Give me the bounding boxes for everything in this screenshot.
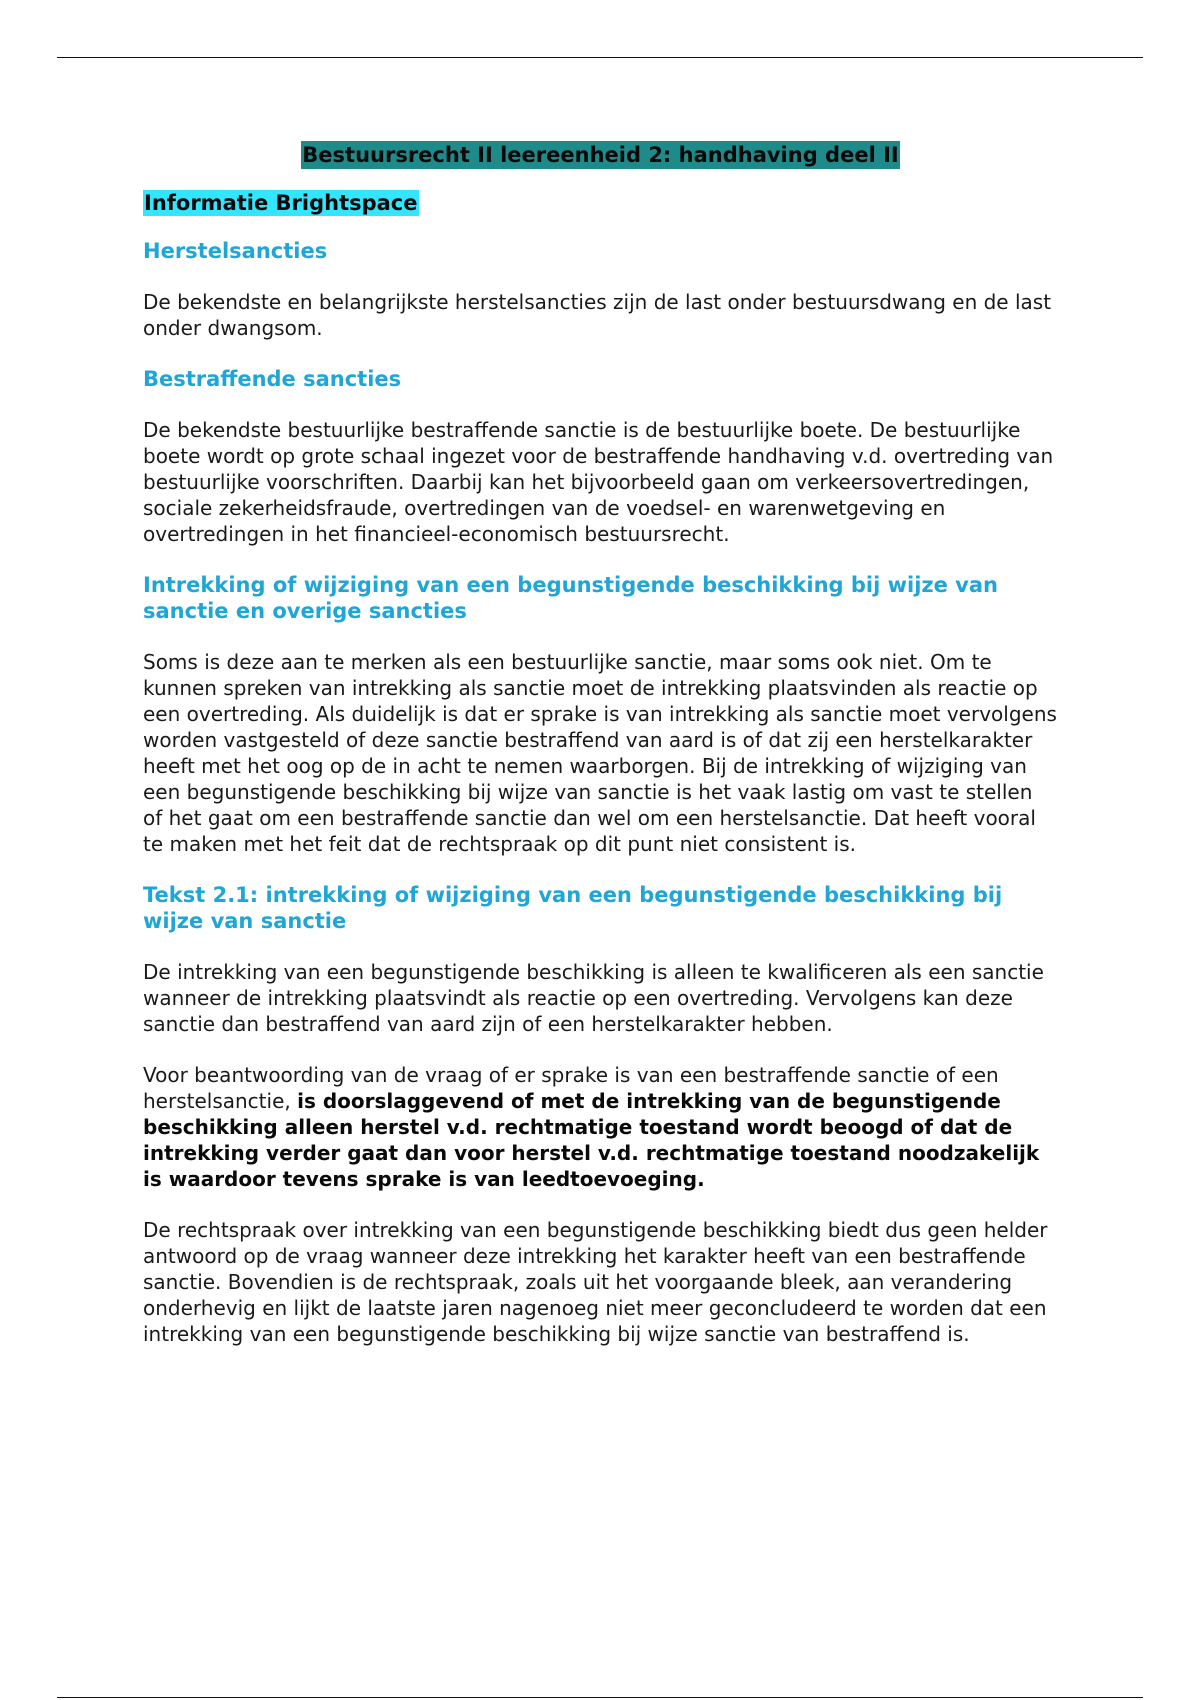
paragraph-intrekking-of-wijziging: Soms is deze aan te merken als een bestuurlijke sanctie, maar soms ook niet. Om te kunnen spreken van intrekking als sanctie moet de intrekking plaatsvinden als reactie op een overtreding. Als duidelijk is dat er sprake is van intrekking als sanctie moet vervolgens worden vastgesteld of deze sanctie bestraffend van aard is of dat zij een herstelkarakter heeft met het oog op de in acht te nemen waarborgen. Bij de intrekking of wijziging van een begunstigende beschikking bij wijze van sanctie is het vaak lastig om vast te stellen of het gaat om een bestraffende sanctie dan wel om een herstelsanctie. Dat heeft vooral te maken met het feit dat de rechtspraak op dit punt niet consistent is. <box>143 650 1057 856</box>
document-title <box>143 140 1058 171</box>
heading-bestraffende-sancties: Bestraffende sancties <box>143 367 402 391</box>
paragraph-tekst-2-1: De intrekking van een begunstigende beschikking is alleen te kwalificeren als een sanctie wanneer de intrekking plaatsvindt als reactie op een overtreding. Vervolgens kan deze sanctie dan bestraffend van aard zijn of een herstelkarakter hebben. <box>143 960 1044 1036</box>
document-page <box>143 140 1058 1372</box>
paragraph-herstelsancties: De bekendste en belangrijkste herstelsancties zijn de last onder bestuursdwang en de last onder dwangsom. <box>143 290 1052 340</box>
section-label-text: Informatie Brightspace <box>144 191 418 215</box>
section-label <box>143 188 1058 219</box>
footer-rule <box>57 1697 1143 1698</box>
paragraph-bestraffende-sancties: De bekendste bestuurlijke bestraffende sanctie is de bestuurlijke boete. De bestuurlijke boete wordt op grote schaal ingezet voor de bestraffende handhaving v.d. overtreding van bestuurlijke voorschriften. Daarbij kan het bijvoorbeeld gaan om verkeersovertredingen, sociale zekerheidsfraude, overtredingen van de voedsel- en warenwetgeving en overtredingen in het financieel-economisch bestuursrecht. <box>143 418 1054 546</box>
heading-herstelsancties: Herstelsancties <box>143 239 328 263</box>
heading-tekst-2-1: Tekst 2.1: intrekking of wijziging van een begunstigende beschikking bij wijze van sanctie <box>143 883 1003 933</box>
heading-intrekking-of-wijziging: Intrekking of wijziging van een begunstigende beschikking bij wijze van sanctie en overige sancties <box>143 573 998 623</box>
document-title-text: Bestuursrecht II leereenheid 2: handhaving deel II <box>302 143 899 167</box>
header-rule <box>57 57 1143 58</box>
paragraph-rechtspraak: De rechtspraak over intrekking van een begunstigende beschikking biedt dus geen helder antwoord op de vraag wanneer deze intrekking het karakter heeft van een bestraffende sanctie. Bovendien is de rechtspraak, zoals uit het voorgaande bleek, aan verandering onderhevig en lijkt de laatste jaren nagenoeg niet meer geconcludeerd te worden dat een intrekking van een begunstigende beschikking bij wijze sanctie van bestraffend is. <box>143 1218 1048 1346</box>
paragraph-doorslaggevend <box>143 1062 1058 1192</box>
paragraph-doorslaggevend-emphasis: is doorslaggevend of met de intrekking van de begunstigende beschikking alleen herstel v.d. rechtmatige toestand wordt beoogd of dat de intrekking verder gaat dan voor herstel v.d. rechtmatige toestand noodzakelijk is waardoor tevens sprake is van leedtoevoeging. <box>143 1089 1040 1191</box>
paragraph-doorslaggevend-intro: Voor beantwoording van de vraag of er sprake is van een bestraffende sanctie of een herstelsanctie, <box>143 1063 999 1113</box>
